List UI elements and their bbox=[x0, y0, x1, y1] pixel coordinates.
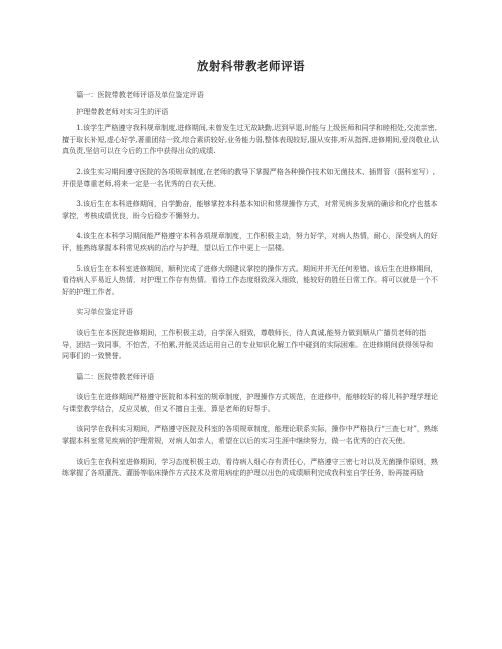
comment-paragraph: 该后生在我科室进修期间，学习态度积极主动，看待病人细心存有责任心，严格遵守三密七对以及无菌操作原则，熟练掌握了各项灌洗、灌肠等临床操作方式技术及常用病症的护理以出色的成绩顺利完成我科室自学任务，盼再接再励 bbox=[62, 456, 438, 478]
comment-paragraph: 该同学在我科实习期间，严格遵守医院及科室的各项规章制度，能理论联系实际，操作中严格执行“三查七对”，熟练掌握本科室常见疾病的护理常规，对病人如亲人，希望在以后的实习生涯中继续努力，做一名优秀的白衣天使。 bbox=[62, 424, 439, 446]
comment-paragraph: 5.该后生在本科室进修期间，顺利完成了进修大纲建议掌控的操作方式。期间并并无任何差错。该后生在进修期间，看待病人平易近人热情，对护理工作存有热情。看待工作态度细致深入细致，能较好的胜任日常工作。将可以就是一个不好的护理工作者。 bbox=[62, 263, 438, 296]
subsection-heading: 实习单位鉴定评语 bbox=[76, 307, 133, 317]
section-heading: 篇一：医院带教老师评语及单位鉴定评语 bbox=[76, 90, 204, 99]
subsection-heading: 护理带教老师对实习生的评语 bbox=[76, 106, 169, 116]
comment-paragraph: 2.该生实习期间遵守医院的各项规章制度,在老师的教导下掌握严格各种操作技术如无菌技术、插胃管（据科室写）,并很是尊重老师,将来一定是一名优秀的白衣天使。 bbox=[62, 166, 436, 188]
section-heading: 篇二：医院带教老师评语 bbox=[76, 371, 155, 381]
comment-paragraph: 3.该后生在本科进修期间，自学勤奋，能够掌控本科基本知识和常规操作方式，对常见病多发病的确诊和化疗也基本掌控，考核成绩优良，盼今后稳步不懈努力。 bbox=[62, 199, 438, 220]
comment-paragraph: 1.该学生严格遵守我科规章制度,进修期间,未曾发生过无故缺勤,迟到早退,时能与上级医师和同学和睦相处,交流亲密,擅于取长补短,虚心好学,著重团结一致,综合素质较好,业务能力弱,整体表现较好,服从安排,听从指挥,进修期间,爱岗敬业,认真负责,坚信可以在今后的工作中获得出众的成绩. bbox=[62, 123, 440, 156]
comment-paragraph: 4.该生在本科学习期间能严格遵守本科各项规章制度，工作积极主动，努力好学，对病人热情，耐心，深受病人的好评，能熟练掌握本科常见疾病的治疗与护理，望以后工作中更上一层楼。 bbox=[62, 231, 438, 252]
page-title: 放射科带教老师评语 bbox=[197, 59, 305, 73]
comment-paragraph: 该后生在进修期间严格遵守医院和本科室的规章制度，护理操作方式规范，在进修中，能够较好的将儿科护理学理论与课堂教学结合，反应灵敏，但又不擅自主张，算是老师的好帮手。 bbox=[62, 392, 438, 413]
comment-paragraph: 该后生在本医院进修期间，工作积极主动，自学深入细致，尊敬师长，待人真诚,能努力做到顺从广播员老师的指导，团结一致同事，不怕苦，不怕累,并能灵活运用自己的专业知识化解工作中碰到的实际困难。在进修期间获得领导和同事们的一致赞誉。 bbox=[62, 327, 434, 361]
